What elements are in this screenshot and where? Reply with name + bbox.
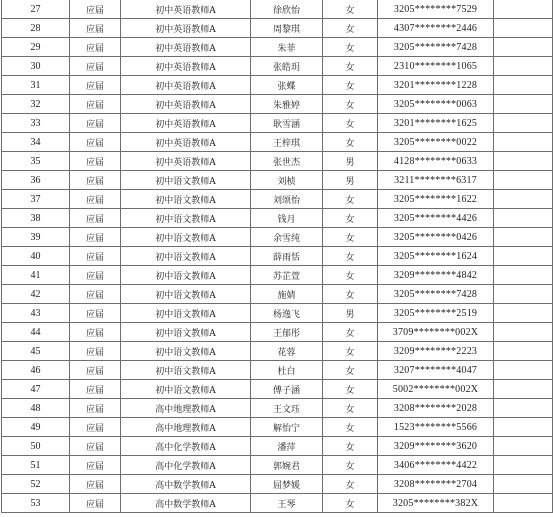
id-number-cell: 3205********4426 [378, 209, 494, 228]
table-row [2, 19, 553, 38]
candidate-type-cell: 应届 [70, 19, 121, 38]
gender-cell: 女 [323, 38, 378, 57]
candidate-name-cell: 朱雅婷 [251, 95, 323, 114]
remarks-cell [494, 437, 553, 456]
candidate-name-cell: 张皓玥 [251, 57, 323, 76]
id-number-cell: 4128********0633 [378, 152, 494, 171]
id-number-cell: 3205********1624 [378, 247, 494, 266]
remarks-cell [494, 171, 553, 190]
row-number-cell: 49 [2, 418, 70, 437]
row-number-cell: 47 [2, 380, 70, 399]
id-number-cell: 3709********002X [378, 323, 494, 342]
position-cell: 初中英语教师A [121, 76, 251, 95]
position-cell: 初中语文教师A [121, 380, 251, 399]
remarks-cell [494, 380, 553, 399]
position-cell: 初中英语教师A [121, 152, 251, 171]
position-cell: 初中语文教师A [121, 190, 251, 209]
row-number-cell: 30 [2, 57, 70, 76]
row-number-cell: 34 [2, 133, 70, 152]
remarks-cell [494, 494, 553, 513]
id-number-cell: 3205********2519 [378, 304, 494, 323]
candidate-type-cell: 应届 [70, 323, 121, 342]
candidate-type-cell: 应届 [70, 95, 121, 114]
id-number-cell: 3208********2704 [378, 475, 494, 494]
table-row [2, 247, 553, 266]
gender-cell: 女 [323, 342, 378, 361]
candidate-name-cell: 施婧 [251, 285, 323, 304]
candidate-name-cell: 刘桢 [251, 171, 323, 190]
table-row [2, 171, 553, 190]
table-row [2, 38, 553, 57]
candidate-name-cell: 王郁彤 [251, 323, 323, 342]
id-number-cell: 3205********7428 [378, 285, 494, 304]
position-cell: 初中语文教师A [121, 171, 251, 190]
gender-cell: 女 [323, 380, 378, 399]
row-number-cell: 48 [2, 399, 70, 418]
table-row [2, 399, 553, 418]
row-number-cell: 33 [2, 114, 70, 133]
candidate-name-cell: 薛雨恬 [251, 247, 323, 266]
candidate-type-cell: 应届 [70, 228, 121, 247]
candidate-type-cell: 应届 [70, 133, 121, 152]
candidate-type-cell: 应届 [70, 152, 121, 171]
candidate-name-cell: 张世杰 [251, 152, 323, 171]
position-cell: 初中英语教师A [121, 19, 251, 38]
candidate-type-cell: 应届 [70, 456, 121, 475]
position-cell: 初中语文教师A [121, 209, 251, 228]
id-number-cell: 3201********1625 [378, 114, 494, 133]
gender-cell: 女 [323, 247, 378, 266]
gender-cell: 女 [323, 209, 378, 228]
candidate-type-cell: 应届 [70, 380, 121, 399]
position-cell: 高中数学教师A [121, 494, 251, 513]
candidate-type-cell: 应届 [70, 247, 121, 266]
gender-cell: 女 [323, 361, 378, 380]
candidate-name-cell: 张蝶 [251, 76, 323, 95]
candidate-name-cell: 解怡宁 [251, 418, 323, 437]
table-row [2, 114, 553, 133]
gender-cell: 女 [323, 399, 378, 418]
remarks-cell [494, 95, 553, 114]
candidate-name-cell: 刘颂怡 [251, 190, 323, 209]
candidate-type-cell: 应届 [70, 285, 121, 304]
id-number-cell: 3208********2028 [378, 399, 494, 418]
candidate-type-cell: 应届 [70, 418, 121, 437]
row-number-cell: 40 [2, 247, 70, 266]
id-number-cell: 3205********0063 [378, 95, 494, 114]
candidate-type-cell: 应届 [70, 494, 121, 513]
remarks-cell [494, 76, 553, 95]
gender-cell: 女 [323, 418, 378, 437]
row-number-cell: 46 [2, 361, 70, 380]
remarks-cell [494, 190, 553, 209]
remarks-cell [494, 342, 553, 361]
row-number-cell: 42 [2, 285, 70, 304]
row-number-cell: 53 [2, 494, 70, 513]
candidate-table [1, 0, 553, 513]
remarks-cell [494, 475, 553, 494]
remarks-cell [494, 304, 553, 323]
candidate-type-cell: 应届 [70, 361, 121, 380]
remarks-cell [494, 0, 553, 19]
candidate-type-cell: 应届 [70, 57, 121, 76]
candidate-type-cell: 应届 [70, 209, 121, 228]
table-row [2, 0, 553, 19]
id-number-cell: 3406********4422 [378, 456, 494, 475]
position-cell: 初中英语教师A [121, 57, 251, 76]
row-number-cell: 37 [2, 190, 70, 209]
id-number-cell: 3205********7529 [378, 0, 494, 19]
position-cell: 高中地理教师A [121, 399, 251, 418]
gender-cell: 女 [323, 76, 378, 95]
candidate-type-cell: 应届 [70, 190, 121, 209]
id-number-cell: 5002********002X [378, 380, 494, 399]
position-cell: 初中英语教师A [121, 114, 251, 133]
gender-cell: 女 [323, 57, 378, 76]
candidate-name-cell: 傅子涵 [251, 380, 323, 399]
table-body [2, 0, 553, 513]
position-cell: 初中语文教师A [121, 266, 251, 285]
id-number-cell: 3205********0426 [378, 228, 494, 247]
table-row [2, 209, 553, 228]
id-number-cell: 1523********5566 [378, 418, 494, 437]
remarks-cell [494, 361, 553, 380]
row-number-cell: 51 [2, 456, 70, 475]
id-number-cell: 3205********382X [378, 494, 494, 513]
row-number-cell: 39 [2, 228, 70, 247]
candidate-name-cell: 花蓉 [251, 342, 323, 361]
remarks-cell [494, 266, 553, 285]
remarks-cell [494, 114, 553, 133]
remarks-cell [494, 285, 553, 304]
remarks-cell [494, 228, 553, 247]
position-cell: 初中语文教师A [121, 342, 251, 361]
table-row [2, 57, 553, 76]
remarks-cell [494, 133, 553, 152]
table-row [2, 95, 553, 114]
candidate-name-cell: 徐欣怡 [251, 0, 323, 19]
candidate-name-cell: 杜白 [251, 361, 323, 380]
table-row [2, 380, 553, 399]
table-row [2, 418, 553, 437]
remarks-cell [494, 57, 553, 76]
gender-cell: 女 [323, 437, 378, 456]
position-cell: 高中化学教师A [121, 456, 251, 475]
gender-cell: 女 [323, 133, 378, 152]
table-row [2, 361, 553, 380]
table-row [2, 323, 553, 342]
id-number-cell: 3205********0022 [378, 133, 494, 152]
gender-cell: 女 [323, 323, 378, 342]
gender-cell: 女 [323, 475, 378, 494]
table-row [2, 133, 553, 152]
candidate-name-cell: 王文珏 [251, 399, 323, 418]
table-row [2, 285, 553, 304]
table-row [2, 437, 553, 456]
gender-cell: 女 [323, 19, 378, 38]
row-number-cell: 29 [2, 38, 70, 57]
id-number-cell: 3209********3620 [378, 437, 494, 456]
id-number-cell: 2310********1065 [378, 57, 494, 76]
candidate-name-cell: 朱菲 [251, 38, 323, 57]
row-number-cell: 45 [2, 342, 70, 361]
position-cell: 初中语文教师A [121, 285, 251, 304]
id-number-cell: 4307********2446 [378, 19, 494, 38]
table-row [2, 494, 553, 513]
candidate-name-cell: 苏芷萱 [251, 266, 323, 285]
remarks-cell [494, 209, 553, 228]
candidate-name-cell: 钱月 [251, 209, 323, 228]
position-cell: 高中地理教师A [121, 418, 251, 437]
table-row [2, 152, 553, 171]
candidate-name-cell: 王琴 [251, 494, 323, 513]
remarks-cell [494, 456, 553, 475]
table-row [2, 266, 553, 285]
row-number-cell: 28 [2, 19, 70, 38]
table-row [2, 456, 553, 475]
candidate-type-cell: 应届 [70, 171, 121, 190]
gender-cell: 女 [323, 190, 378, 209]
position-cell: 初中语文教师A [121, 304, 251, 323]
gender-cell: 女 [323, 494, 378, 513]
row-number-cell: 35 [2, 152, 70, 171]
position-cell: 初中语文教师A [121, 228, 251, 247]
remarks-cell [494, 418, 553, 437]
remarks-cell [494, 152, 553, 171]
gender-cell: 女 [323, 0, 378, 19]
gender-cell: 女 [323, 266, 378, 285]
row-number-cell: 38 [2, 209, 70, 228]
table-row [2, 475, 553, 494]
position-cell: 高中数学教师A [121, 475, 251, 494]
candidate-type-cell: 应届 [70, 342, 121, 361]
remarks-cell [494, 399, 553, 418]
id-number-cell: 3209********4842 [378, 266, 494, 285]
row-number-cell: 43 [2, 304, 70, 323]
gender-cell: 女 [323, 456, 378, 475]
id-number-cell: 3211********6317 [378, 171, 494, 190]
candidate-name-cell: 杨逸飞 [251, 304, 323, 323]
row-number-cell: 41 [2, 266, 70, 285]
row-number-cell: 36 [2, 171, 70, 190]
candidate-name-cell: 潘萍 [251, 437, 323, 456]
position-cell: 初中英语教师A [121, 95, 251, 114]
gender-cell: 男 [323, 152, 378, 171]
candidate-type-cell: 应届 [70, 114, 121, 133]
remarks-cell [494, 38, 553, 57]
candidate-name-cell: 屈梦媛 [251, 475, 323, 494]
gender-cell: 女 [323, 114, 378, 133]
table-row [2, 228, 553, 247]
row-number-cell: 44 [2, 323, 70, 342]
position-cell: 高中化学教师A [121, 437, 251, 456]
candidate-type-cell: 应届 [70, 38, 121, 57]
table-row [2, 304, 553, 323]
row-number-cell: 27 [2, 0, 70, 19]
position-cell: 初中英语教师A [121, 133, 251, 152]
id-number-cell: 3207********4047 [378, 361, 494, 380]
row-number-cell: 52 [2, 475, 70, 494]
gender-cell: 女 [323, 95, 378, 114]
candidate-type-cell: 应届 [70, 437, 121, 456]
table-row [2, 76, 553, 95]
id-number-cell: 3205********7428 [378, 38, 494, 57]
candidate-name-cell: 郭婉君 [251, 456, 323, 475]
id-number-cell: 3205********1622 [378, 190, 494, 209]
row-number-cell: 31 [2, 76, 70, 95]
candidate-type-cell: 应届 [70, 304, 121, 323]
position-cell: 初中英语教师A [121, 38, 251, 57]
id-number-cell: 3209********2223 [378, 342, 494, 361]
gender-cell: 女 [323, 228, 378, 247]
candidate-type-cell: 应届 [70, 0, 121, 19]
candidate-name-cell: 周黎琪 [251, 19, 323, 38]
table-row [2, 342, 553, 361]
position-cell: 初中英语教师A [121, 0, 251, 19]
candidate-type-cell: 应届 [70, 399, 121, 418]
remarks-cell [494, 247, 553, 266]
gender-cell: 女 [323, 285, 378, 304]
remarks-cell [494, 19, 553, 38]
position-cell: 初中语文教师A [121, 323, 251, 342]
candidate-type-cell: 应届 [70, 76, 121, 95]
id-number-cell: 3201********1228 [378, 76, 494, 95]
position-cell: 初中语文教师A [121, 247, 251, 266]
position-cell: 初中语文教师A [121, 361, 251, 380]
row-number-cell: 32 [2, 95, 70, 114]
candidate-name-cell: 王梓琪 [251, 133, 323, 152]
gender-cell: 男 [323, 304, 378, 323]
candidate-type-cell: 应届 [70, 266, 121, 285]
row-number-cell: 50 [2, 437, 70, 456]
candidate-name-cell: 耿雪涵 [251, 114, 323, 133]
table-row [2, 190, 553, 209]
remarks-cell [494, 323, 553, 342]
gender-cell: 男 [323, 171, 378, 190]
candidate-type-cell: 应届 [70, 475, 121, 494]
candidate-name-cell: 余雪纯 [251, 228, 323, 247]
